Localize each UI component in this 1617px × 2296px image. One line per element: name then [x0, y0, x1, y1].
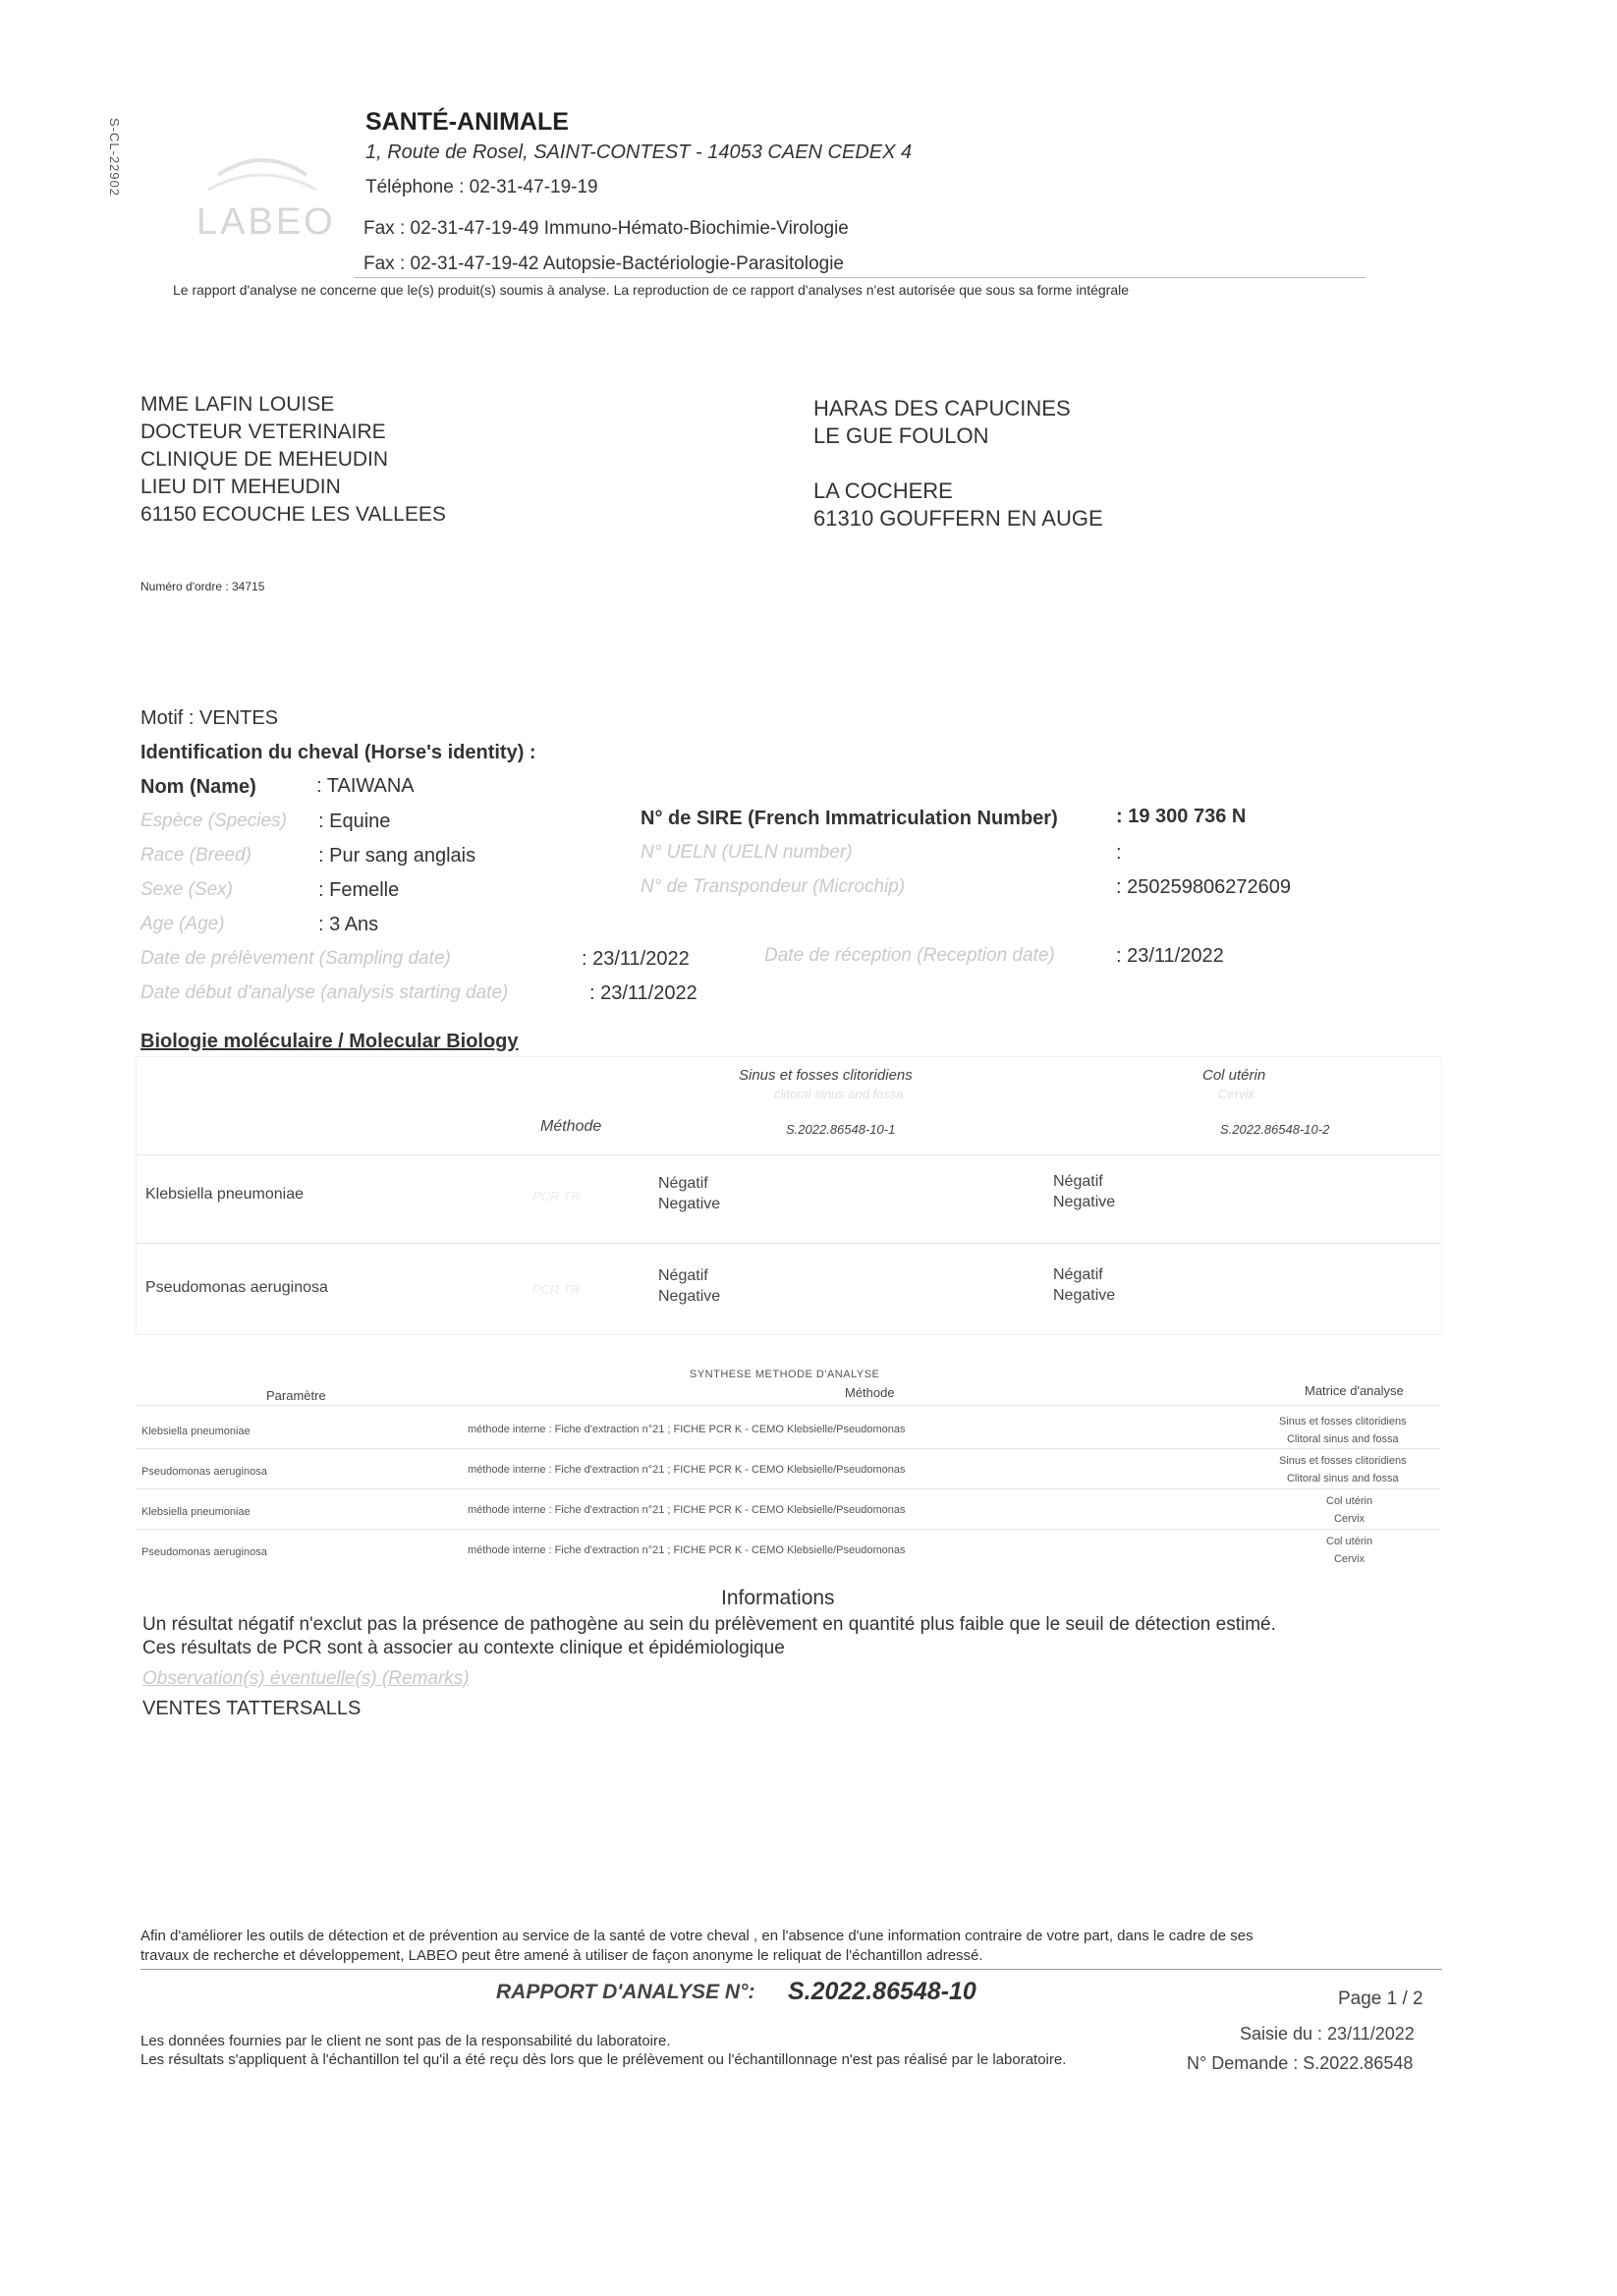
- org-address: 1, Route de Rosel, SAINT-CONTEST - 14053 CAEN CEDEX 4: [365, 141, 913, 163]
- informations-line-1: Un résultat négatif n'exclut pas la présence de pathogène au sein du prélèvement en quantité plus faible que le seuil de détection estimé.: [142, 1614, 1276, 1635]
- matrix-fr: Col utérin: [1326, 1495, 1373, 1507]
- col2-title: Col utérin: [1202, 1067, 1266, 1084]
- synthesis-method: méthode interne : Fiche d'extraction n°21 ; FICHE PCR K - CEMO Klebsielle/Pseudomonas: [468, 1464, 906, 1476]
- synthesis-method: méthode interne : Fiche d'extraction n°21 ; FICHE PCR K - CEMO Klebsielle/Pseudomonas: [468, 1424, 906, 1435]
- result-value-en: Negative: [1053, 1194, 1116, 1210]
- col1-sample-id: S.2022.86548-10-1: [786, 1122, 896, 1137]
- matrix-en: Cervix: [1333, 1513, 1366, 1525]
- table-rule: [136, 1154, 1440, 1155]
- result-col1: [658, 1173, 720, 1214]
- result-param: Pseudomonas aeruginosa: [145, 1279, 328, 1296]
- method-header: Méthode: [540, 1118, 602, 1135]
- demande-number: N° Demande : S.2022.86548: [1187, 2053, 1414, 2073]
- org-name: SANTÉ-ANIMALE: [365, 108, 569, 136]
- result-value-fr: Négatif: [1053, 1173, 1103, 1190]
- table-rule: [136, 1243, 1440, 1244]
- col1-title: Sinus et fosses clitoridiens: [739, 1067, 913, 1084]
- owner-line: 61310 GOUFFERN EN AUGE: [813, 506, 1103, 531]
- logo-text: LABEO: [196, 201, 336, 243]
- transponder-label: N° de Transpondeur (Microchip): [641, 876, 906, 897]
- sampling-date-value: : 23/11/2022: [582, 948, 690, 970]
- org-phone: Téléphone : 02-31-47-19-19: [365, 177, 598, 197]
- synthesis-method: méthode interne : Fiche d'extraction n°21 ; FICHE PCR K - CEMO Klebsielle/Pseudomonas: [468, 1544, 906, 1556]
- result-method: PCR TR: [532, 1282, 581, 1297]
- owner-line: LE GUE FOULON: [813, 423, 989, 448]
- disclaimer: Le rapport d'analyse ne concerne que le(s) produit(s) soumis à analyse. La reproduction de ce rapport d'analyses n'est autorisée que sous sa forme intégrale: [173, 282, 1130, 298]
- reception-date-label: Date de réception (Reception date): [764, 945, 1055, 966]
- saisie-date: Saisie du : 23/11/2022: [1240, 2024, 1415, 2044]
- result-value-fr: Négatif: [1053, 1266, 1103, 1283]
- result-value-en: Negative: [658, 1288, 721, 1305]
- analysis-date-value: : 23/11/2022: [589, 982, 697, 1004]
- owner-line: LA COCHERE: [813, 478, 953, 503]
- org-fax-2: Fax : 02-31-47-19-42 Autopsie-Bactériologie-Parasitologie: [363, 253, 844, 274]
- result-value-fr: Négatif: [658, 1175, 708, 1192]
- synthesis-param: Klebsiella pneumoniae: [141, 1506, 251, 1518]
- synthesis-rule: [136, 1405, 1440, 1406]
- synthesis-matrix: [1326, 1492, 1372, 1528]
- synthesis-param: Pseudomonas aeruginosa: [141, 1466, 267, 1478]
- matrix-en: Cervix: [1333, 1553, 1366, 1565]
- sex-value: : Femelle: [318, 879, 400, 901]
- report-label: RAPPORT D'ANALYSE N°:: [496, 1981, 755, 2003]
- species-label: Espèce (Species): [140, 811, 287, 831]
- name-value: : TAIWANA: [316, 775, 415, 797]
- footer-improve-2: travaux de recherche et développement, LABEO peut être amené à utiliser de façon anonyme le reliquat de l'échantillon adressé.: [140, 1947, 983, 1964]
- synthesis-rule: [136, 1448, 1440, 1449]
- footer-note-1: Les données fournies par le client ne sont pas de la responsabilité du laboratoire.: [140, 2033, 671, 2049]
- synthesis-col-matrix: Matrice d'analyse: [1305, 1383, 1404, 1398]
- matrix-fr: Sinus et fosses clitoridiens: [1279, 1455, 1407, 1467]
- synthesis-rule: [136, 1529, 1440, 1530]
- vet-line: 61150 ECOUCHE LES VALLEES: [140, 503, 446, 526]
- col2-sample-id: S.2022.86548-10-2: [1220, 1122, 1330, 1137]
- owner-address: [813, 395, 1103, 532]
- name-label: Nom (Name): [140, 776, 256, 798]
- synthesis-matrix: [1279, 1413, 1407, 1448]
- section-title: Biologie moléculaire / Molecular Biology: [140, 1031, 519, 1052]
- reception-date-value: : 23/11/2022: [1116, 945, 1224, 967]
- sex-label: Sexe (Sex): [140, 879, 233, 900]
- org-fax-1: Fax : 02-31-47-19-49 Immuno-Hémato-Biochimie-Virologie: [363, 218, 849, 239]
- col1-subtitle: clitoral sinus and fossa: [774, 1087, 904, 1101]
- footer-rule: [140, 1969, 1442, 1970]
- synthesis-rule: [136, 1488, 1440, 1489]
- vet-line: DOCTEUR VETERINAIRE: [140, 420, 386, 443]
- synthesis-col-method: Méthode: [845, 1385, 895, 1400]
- breed-label: Race (Breed): [140, 845, 251, 866]
- result-value-en: Negative: [658, 1196, 721, 1212]
- order-number: Numéro d'ordre : 34715: [140, 580, 265, 593]
- sire-label: N° de SIRE (French Immatriculation Number): [641, 808, 1058, 829]
- identification-title: Identification du cheval (Horse's identity) :: [140, 742, 536, 763]
- synthesis-param: Klebsiella pneumoniae: [141, 1426, 251, 1437]
- page-number: Page 1 / 2: [1338, 1988, 1423, 2009]
- breed-value: : Pur sang anglais: [318, 845, 476, 867]
- synthesis-method: méthode interne : Fiche d'extraction n°21 ; FICHE PCR K - CEMO Klebsielle/Pseudomonas: [468, 1504, 906, 1516]
- vet-line: MME LAFIN LOUISE: [140, 393, 335, 416]
- vet-line: CLINIQUE DE MEHEUDIN: [140, 448, 389, 471]
- report-number: S.2022.86548-10: [788, 1978, 976, 2005]
- vet-line: LIEU DIT MEHEUDIN: [140, 476, 341, 498]
- remarks-value: VENTES TATTERSALLS: [142, 1698, 362, 1719]
- document-code: S-CL-22902: [107, 118, 122, 197]
- sampling-date-label: Date de prélèvement (Sampling date): [140, 948, 451, 969]
- informations-title: Informations: [721, 1587, 835, 1609]
- result-col2: [1053, 1264, 1115, 1306]
- species-value: : Equine: [318, 811, 391, 832]
- synthesis-matrix: [1279, 1452, 1407, 1487]
- synthesis-col-param: Paramètre: [266, 1388, 326, 1403]
- synthesis-param: Pseudomonas aeruginosa: [141, 1546, 267, 1558]
- synthesis-title: SYNTHESE METHODE D'ANALYSE: [690, 1369, 880, 1380]
- footer-note-2: Les résultats s'appliquent à l'échantillon tel qu'il a été reçu dès lors que le prélèvement ou l'échantillonnage n'est pas réalisé par le laboratoire.: [140, 2051, 1067, 2068]
- ueln-label: N° UELN (UELN number): [641, 842, 853, 863]
- synthesis-matrix: [1326, 1533, 1372, 1568]
- owner-line: [813, 450, 1103, 477]
- age-label: Age (Age): [140, 914, 225, 934]
- result-col1: [658, 1265, 720, 1307]
- result-col2: [1053, 1171, 1115, 1212]
- transponder-value: : 250259806272609: [1116, 876, 1291, 898]
- matrix-en: Clitoral sinus and fossa: [1286, 1473, 1399, 1484]
- analysis-date-label: Date début d'analyse (analysis starting date): [140, 982, 509, 1003]
- ueln-value: :: [1116, 842, 1122, 864]
- header-rule: [354, 277, 1366, 278]
- remarks-label: Observation(s) éventuelle(s) (Remarks): [142, 1668, 470, 1689]
- vet-address: [140, 391, 446, 529]
- result-value-en: Negative: [1053, 1287, 1116, 1304]
- matrix-en: Clitoral sinus and fossa: [1286, 1433, 1399, 1445]
- motif: Motif : VENTES: [140, 707, 279, 729]
- informations-line-2: Ces résultats de PCR sont à associer au contexte clinique et épidémiologique: [142, 1638, 785, 1658]
- result-value-fr: Négatif: [658, 1267, 708, 1284]
- footer-improve-1: Afin d'améliorer les outils de détection et de prévention au service de la santé de votre cheval , en l'absence d'une information contraire de votre part, dans le cadre de ses: [140, 1928, 1254, 1944]
- age-value: : 3 Ans: [318, 914, 379, 935]
- owner-line: HARAS DES CAPUCINES: [813, 396, 1071, 420]
- matrix-fr: Col utérin: [1326, 1536, 1373, 1547]
- col2-subtitle: Cervix: [1218, 1087, 1255, 1101]
- result-param: Klebsiella pneumoniae: [145, 1186, 304, 1203]
- sire-value: : 19 300 736 N: [1116, 806, 1247, 827]
- matrix-fr: Sinus et fosses clitoridiens: [1279, 1416, 1407, 1428]
- result-method: PCR TR: [532, 1189, 581, 1204]
